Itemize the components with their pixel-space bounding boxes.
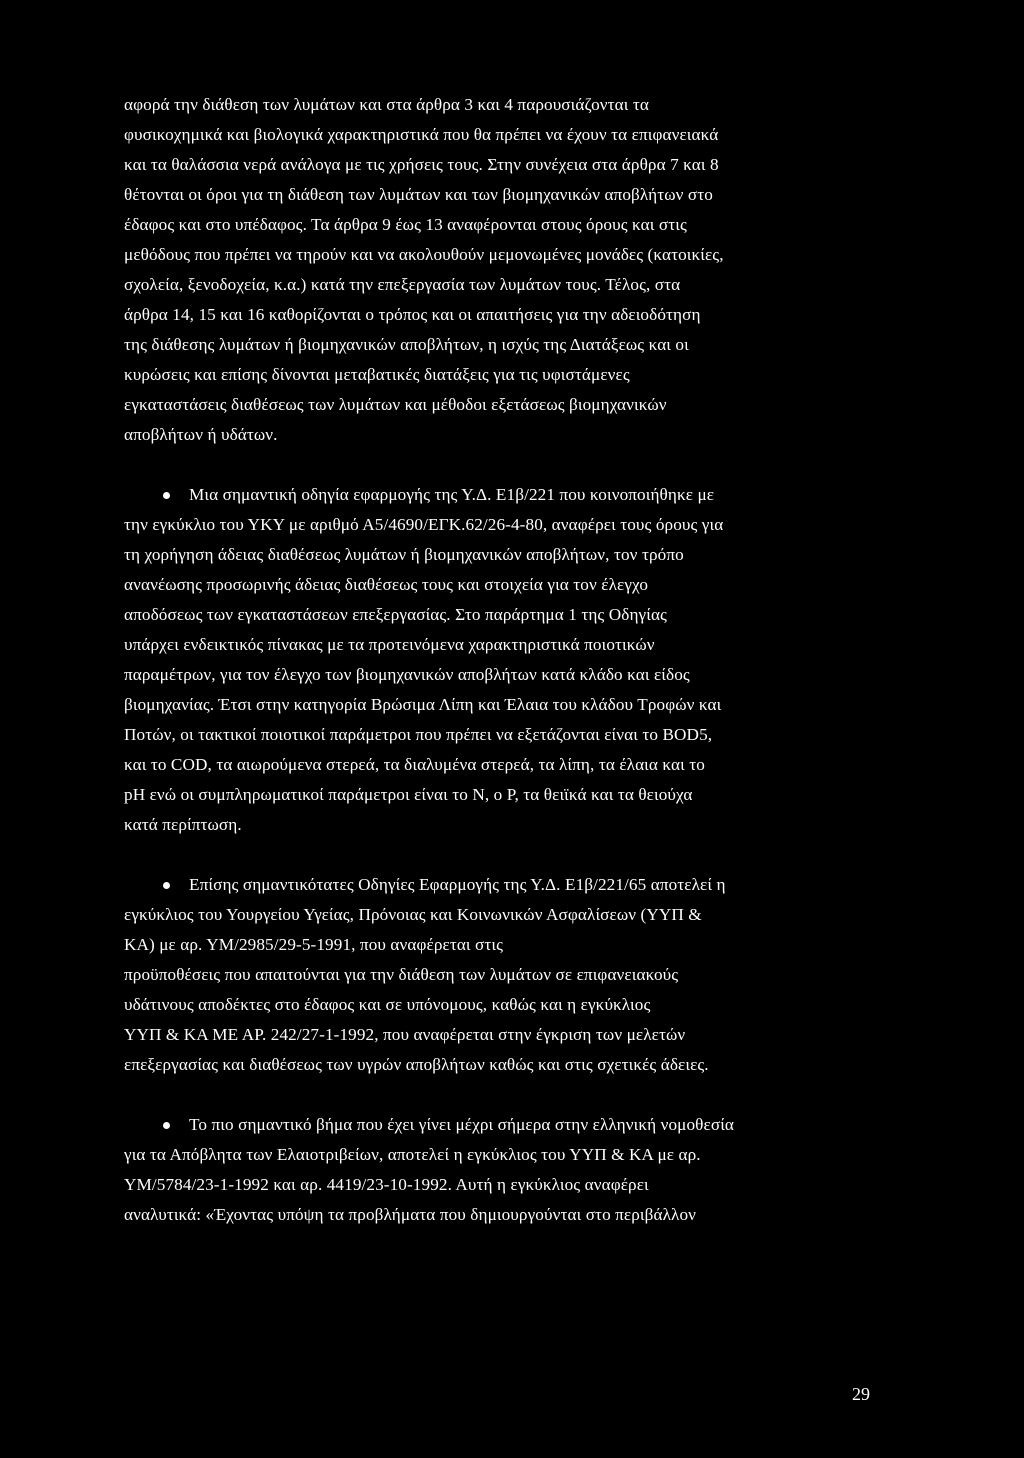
text-line: pH ενώ οι συμπληρωματικοί παράμετροι είναι το Ν, ο Ρ, τα θειϊκά και τα θειούχα [124, 785, 693, 804]
text-line: φυσικοχημικά και βιολογικά χαρακτηριστικά που θα πρέπει να έχουν τα επιφανειακά [124, 125, 719, 144]
text-line: Μια σημαντική οδηγία εφαρμογής της Υ.Δ. Ε1β/221 που κοινοποιήθηκε με [189, 485, 715, 504]
text-line: και τα θαλάσσια νερά ανάλογα με τις χρήσεις τους. Στην συνέχεια στα άρθρα 7 και 8 [124, 155, 719, 174]
bullet-icon [163, 492, 170, 499]
text-line: αναλυτικά: «Έχοντας υπόψη τα προβλήματα που δημιουργούνται στο περιβάλλον [124, 1205, 697, 1224]
text-line: ανανέωσης προσωρινής άδειας διαθέσεως τους και στοιχεία για τον έλεγχο [124, 575, 649, 594]
paragraph-spacer [124, 450, 874, 480]
text-line: ΥΥΠ & ΚΑ ΜΕ ΑΡ. 242/27-1-1992, που αναφέρεται στην έγκριση των μελετών [124, 1025, 686, 1044]
text-line: την εγκύκλιο του ΥΚΥ με αριθμό Α5/4690/ΕΓΚ.62/26-4-80, αναφέρει τους όρους για [124, 515, 724, 534]
text-line: άρθρα 14, 15 και 16 καθορίζονται ο τρόπος και οι απαιτήσεις για την αδειοδότηση [124, 305, 701, 324]
paragraph-spacer [124, 1080, 874, 1110]
text-line: υπάρχει ενδεικτικός πίνακας με τα προτεινόμενα χαρακτηριστικά ποιοτικών [124, 635, 655, 654]
text-line: θέτονται οι όροι για τη διάθεση των λυμάτων και των βιομηχανικών αποβλήτων στο [124, 185, 714, 204]
text-line: έδαφος και στο υπέδαφος. Τα άρθρα 9 έως 13 αναφέρονται στους όρους και στις [124, 215, 687, 234]
text-line: ΥΜ/5784/23-1-1992 και αρ. 4419/23-10-1992. Αυτή η εγκύκλιος αναφέρει [124, 1175, 649, 1194]
text-line: αποδόσεως των εγκαταστάσεων επεξεργασίας. Στο παράρτημα 1 της Οδηγίας [124, 605, 667, 624]
text-line: και το COD, τα αιωρούμενα στερεά, τα διαλυμένα στερεά, τα λίπη, τα έλαια και το [124, 755, 705, 774]
text-line: Το πιο σημαντικό βήμα που έχει γίνει μέχρι σήμερα στην ελληνική νομοθεσία [189, 1115, 735, 1134]
text-line: της διάθεσης λυμάτων ή βιομηχανικών αποβλήτων, η ισχύς της Διατάξεως και οι [124, 335, 689, 354]
bullet-item-olive-mill [124, 1110, 874, 1230]
text-line: αφορά την διάθεση των λυμάτων και στα άρθρα 3 και 4 παρουσιάζονται τα [124, 95, 649, 114]
page-number: 29 [852, 1384, 870, 1404]
text-line: σχολεία, ξενοδοχεία, κ.α.) κατά την επεξεργασία των λυμάτων τους. Τέλος, στα [124, 275, 681, 294]
text-line: εγκύκλιος του Υουργείου Υγείας, Πρόνοιας και Κοινωνικών Ασφαλίσεων (ΥΥΠ & [124, 905, 702, 924]
bullet-item-directive [124, 480, 874, 840]
text-line: Επίσης σημαντικότατες Οδηγίες Εφαρμογής της Υ.Δ. Ε1β/221/65 αποτελεί η [189, 875, 726, 894]
text-line: κυρώσεις και επίσης δίνονται μεταβατικές διατάξεις για τις υφιστάμενες [124, 365, 630, 384]
paragraph-spacer [124, 840, 874, 870]
text-line: προϋποθέσεις που απαιτούνται για την διάθεση των λυμάτων σε επιφανειακούς [124, 965, 679, 984]
text-line: μεθόδους που πρέπει να τηρούν και να ακολουθούν μεμονωμένες μονάδες (κατοικίες, [124, 245, 724, 264]
bullet-item-circular-1991 [124, 870, 874, 1080]
bullet-icon [163, 882, 170, 889]
text-line: επεξεργασίας και διαθέσεως των υγρών αποβλήτων καθώς και στις σχετικές άδειες. [124, 1055, 709, 1074]
paragraph-intro [124, 90, 874, 450]
document-body [124, 90, 874, 1230]
bullet-icon [163, 1122, 170, 1129]
text-line: εγκαταστάσεις διαθέσεως των λυμάτων και μέθοδοι εξετάσεως βιομηχανικών [124, 395, 667, 414]
text-line: για τα Απόβλητα των Ελαιοτριβείων, αποτελεί η εγκύκλιος του ΥΥΠ & ΚΑ με αρ. [124, 1145, 701, 1164]
text-line: ΚΑ) με αρ. ΥΜ/2985/29-5-1991, που αναφέρεται στις [124, 935, 504, 954]
text-line: κατά περίπτωση. [124, 815, 242, 834]
text-line: υδάτινους αποδέκτες στο έδαφος και σε υπόνομους, καθώς και η εγκύκλιος [124, 995, 651, 1014]
text-line: παραμέτρων, για τον έλεγχο των βιομηχανικών αποβλήτων κατά κλάδο και είδος [124, 665, 690, 684]
text-line: τη χορήγηση άδειας διαθέσεως λυμάτων ή βιομηχανικών αποβλήτων, τον τρόπο [124, 545, 684, 564]
text-line: αποβλήτων ή υδάτων. [124, 425, 278, 444]
text-line: βιομηχανίας. Έτσι στην κατηγορία Βρώσιμα Λίπη και Έλαια του κλάδου Τροφών και [124, 695, 722, 714]
text-line: Ποτών, οι τακτικοί ποιοτικοί παράμετροι που πρέπει να εξετάζονται είναι το BOD5, [124, 725, 713, 744]
